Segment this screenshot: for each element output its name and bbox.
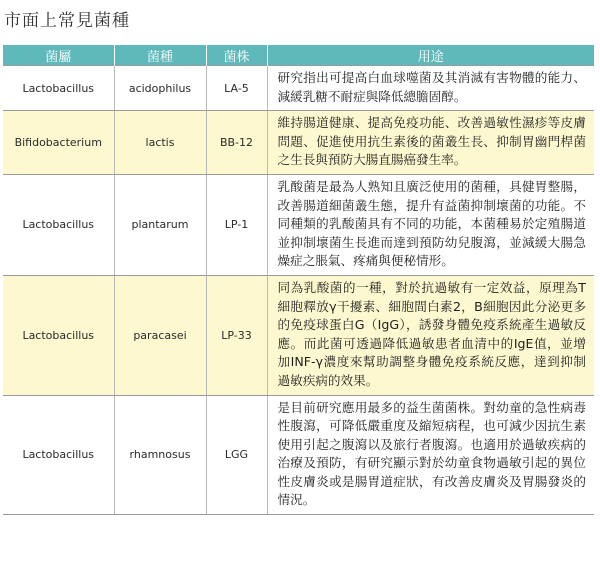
strain-cell: BB-12 (206, 111, 267, 175)
column-header-strain: 菌株 (206, 45, 267, 66)
species-cell: lactis (114, 111, 206, 175)
strain-cell: LGG (206, 395, 267, 515)
strain-cell: LP-1 (206, 174, 267, 275)
strain-cell: LA-5 (206, 66, 267, 111)
use-cell: 乳酸菌是最為人熟知且廣泛使用的菌種，具健胃整腸，改善腸道細菌叢生態，提升有益菌抑制壞菌的功能。不同種類的乳酸菌具有不同的功能，本菌種易於定殖腸道並抑制壞菌生長進而達到預防幼兒腹瀉，並減緩大腸急燥症之脹氣、疼痛與便秘情形。 (267, 174, 594, 275)
column-header-use: 用途 (267, 45, 594, 66)
column-header-genus: 菌屬 (3, 45, 114, 66)
page-title: 市面上常見菌種 (4, 11, 130, 31)
genus-cell: Bifidobacterium (3, 111, 114, 175)
genus-cell: Lactobacillus (3, 275, 114, 395)
genus-cell: Lactobacillus (3, 66, 114, 111)
species-cell: paracasei (114, 275, 206, 395)
table-header-row (3, 45, 594, 66)
strain-cell: LP-33 (206, 275, 267, 395)
probiotic-strains-table (3, 45, 594, 515)
table-row (3, 275, 594, 395)
genus-cell: Lactobacillus (3, 395, 114, 515)
use-cell: 研究指出可提高白血球噬菌及其消滅有害物體的能力、減緩乳糖不耐症與降低總膽固醇。 (267, 66, 594, 111)
use-cell: 維持腸道健康、提高免疫功能、改善過敏性濕疹等皮膚問題、促進使用抗生素後的菌叢生長、抑制胃幽門桿菌之生長與預防大腸直腸癌發生率。 (267, 111, 594, 175)
table-row (3, 395, 594, 515)
genus-cell: Lactobacillus (3, 174, 114, 275)
table-row (3, 111, 594, 175)
species-cell: rhamnosus (114, 395, 206, 515)
column-header-species: 菌種 (114, 45, 206, 66)
use-cell: 是目前研究應用最多的益生菌菌株。對幼童的急性病毒性腹瀉，可降低嚴重度及縮短病程，也可減少因抗生素使用引起之腹瀉以及旅行者腹瀉。也適用於過敏疾病的治療及預防，有研究顯示對於幼童食物過敏引起的異位性皮膚炎或是腸胃道症狀，有改善皮膚炎及胃腸發炎的情況。 (267, 395, 594, 515)
use-cell: 同為乳酸菌的一種，對於抗過敏有一定效益，原理為T細胞釋放γ干擾素、細胞間白素2，B細胞因此分泌更多的免疫球蛋白G（IgG），誘發身體免疫系統產生過敏反應。而此菌可透過降低過敏患者血清中的IgE值，並增加INF-γ濃度來幫助調整身體免疫系統反應，達到抑制過敏疾病的效果。 (267, 275, 594, 395)
species-cell: plantarum (114, 174, 206, 275)
species-cell: acidophilus (114, 66, 206, 111)
table-row (3, 66, 594, 111)
table-row (3, 174, 594, 275)
